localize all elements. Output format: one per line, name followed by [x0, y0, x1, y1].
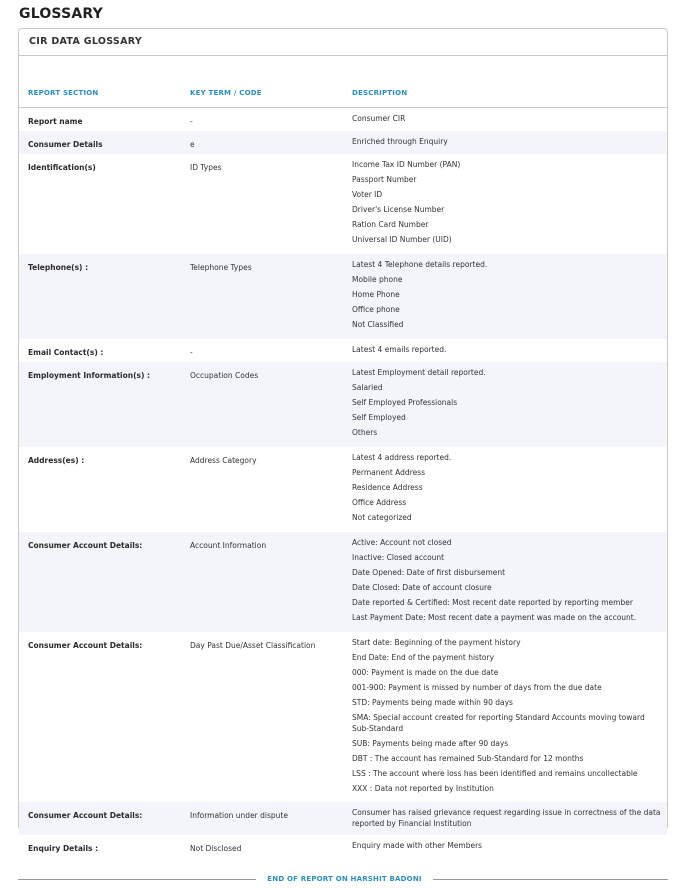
- row-description: [352, 638, 662, 799]
- report-footer: [18, 872, 668, 888]
- description-line: Residence Address: [352, 483, 423, 492]
- column-header-row: [19, 56, 667, 108]
- row-description: [352, 538, 662, 628]
- row-section: Identification(s): [28, 163, 96, 172]
- row-description: [352, 841, 662, 856]
- description-line: XXX : Data not reported by Institution: [352, 783, 494, 793]
- row-description: [352, 137, 662, 152]
- table-row: [19, 108, 667, 131]
- description-line: Mobile phone: [352, 275, 403, 284]
- table-row: [19, 835, 667, 858]
- description-line: Latest 4 address reported.: [352, 453, 452, 462]
- row-description: [352, 114, 662, 129]
- description-line: Date reported & Certified: Most recent date reported by reporting member: [352, 598, 633, 607]
- row-term: Occupation Codes: [190, 371, 259, 380]
- description-line: Latest 4 Telephone details reported.: [352, 260, 488, 269]
- description-line: 000: Payment is made on the due date: [352, 668, 499, 677]
- table-row: [19, 254, 667, 339]
- description-line: Ration Card Number: [352, 220, 429, 229]
- row-term: Account Information: [190, 541, 267, 550]
- row-description: [352, 345, 662, 360]
- description-line: Active: Account not closed: [352, 538, 452, 547]
- page-title: GLOSSARY: [19, 6, 103, 22]
- description-line: Permanent Address: [352, 468, 426, 477]
- row-term: -: [190, 348, 193, 357]
- description-line: Consumer has raised grievance request regarding issue in correctness of the data reported by Financial Institution: [352, 808, 661, 828]
- description-line: Not categorized: [352, 513, 412, 522]
- description-line: Enquiry made with other Members: [352, 841, 483, 850]
- row-section: Enquiry Details :: [28, 844, 99, 853]
- description-line: Date Opened: Date of first disbursement: [352, 568, 506, 577]
- description-line: STD: Payments being made within 90 days: [352, 698, 513, 707]
- column-header-description: DESCRIPTION: [352, 89, 408, 97]
- row-description: [352, 260, 662, 335]
- description-line: 001-900: Payment is missed by number of days from the due date: [352, 683, 602, 692]
- description-line: SUB: Payments being made after 90 days: [352, 738, 509, 748]
- column-header-report-section: REPORT SECTION: [28, 89, 99, 97]
- description-line: LSS : The account where loss has been identified and remains uncollectable: [352, 768, 638, 778]
- description-line: DBT : The account has remained Sub-Standard for 12 months: [352, 753, 584, 763]
- row-section: Employment Information(s) :: [28, 371, 151, 380]
- row-description: [352, 368, 662, 443]
- row-section: Consumer Account Details:: [28, 541, 143, 550]
- row-section: Address(es) :: [28, 456, 85, 465]
- row-term: e: [190, 140, 195, 149]
- column-header-key-term: KEY TERM / CODE: [190, 89, 262, 97]
- description-line: Consumer CIR: [352, 114, 406, 123]
- footer-rule-right: [433, 879, 668, 880]
- row-section: Email Contact(s) :: [28, 348, 104, 357]
- description-line: Office Address: [352, 498, 407, 507]
- description-line: Universal ID Number (UID): [352, 235, 452, 244]
- table-row: [19, 154, 667, 254]
- description-line: Office phone: [352, 305, 400, 314]
- description-line: Latest 4 emails reported.: [352, 345, 447, 354]
- card-title: CIR DATA GLOSSARY: [19, 29, 667, 56]
- row-term: Not Disclosed: [190, 844, 242, 853]
- table-row: [19, 532, 667, 632]
- row-section: Telephone(s) :: [28, 263, 89, 272]
- description-line: Not Classified: [352, 320, 404, 329]
- glossary-card: [18, 28, 668, 853]
- description-line: Passport Number: [352, 175, 417, 184]
- description-line: Voter ID: [352, 190, 383, 199]
- description-line: Inactive: Closed account: [352, 553, 445, 562]
- table-row: [19, 339, 667, 362]
- row-description: [352, 160, 662, 250]
- description-line: Date Closed: Date of account closure: [352, 583, 492, 592]
- description-line: SMA: Special account created for reporting Standard Accounts moving toward Sub-Standard: [352, 713, 645, 733]
- description-line: Salaried: [352, 383, 383, 392]
- row-term: ID Types: [190, 163, 222, 172]
- row-term: Information under dispute: [190, 811, 288, 820]
- row-term: Telephone Types: [190, 263, 252, 272]
- description-line: Driver's License Number: [352, 205, 445, 214]
- description-line: End Date: End of the payment history: [352, 653, 495, 662]
- table-row: [19, 802, 667, 835]
- footer-rule-left: [18, 879, 256, 880]
- row-term: Address Category: [190, 456, 257, 465]
- table-row: [19, 362, 667, 447]
- description-line: Self Employed: [352, 413, 406, 422]
- description-line: Home Phone: [352, 290, 400, 299]
- row-section: Consumer Details: [28, 140, 103, 149]
- row-description: [352, 453, 662, 528]
- glossary-table-body: [19, 108, 667, 858]
- description-line: Self Employed Professionals: [352, 398, 458, 407]
- table-row: [19, 131, 667, 154]
- description-line: Latest Employment detail reported.: [352, 368, 486, 377]
- description-line: Enriched through Enquiry: [352, 137, 448, 146]
- table-row: [19, 632, 667, 802]
- description-line: Start date: Beginning of the payment history: [352, 638, 521, 647]
- row-section: Consumer Account Details:: [28, 811, 143, 820]
- description-line: Others: [352, 428, 378, 437]
- description-line: Last Payment Date: Most recent date a payment was made on the account.: [352, 613, 637, 622]
- row-term: -: [190, 117, 193, 126]
- row-section: Report name: [28, 117, 83, 126]
- row-term: Day Past Due/Asset Classification: [190, 641, 316, 650]
- description-line: Income Tax ID Number (PAN): [352, 160, 461, 169]
- footer-text: END OF REPORT ON HARSHIT BADONI: [267, 875, 422, 883]
- row-section: Consumer Account Details:: [28, 641, 143, 650]
- row-description: [352, 808, 662, 834]
- table-row: [19, 447, 667, 532]
